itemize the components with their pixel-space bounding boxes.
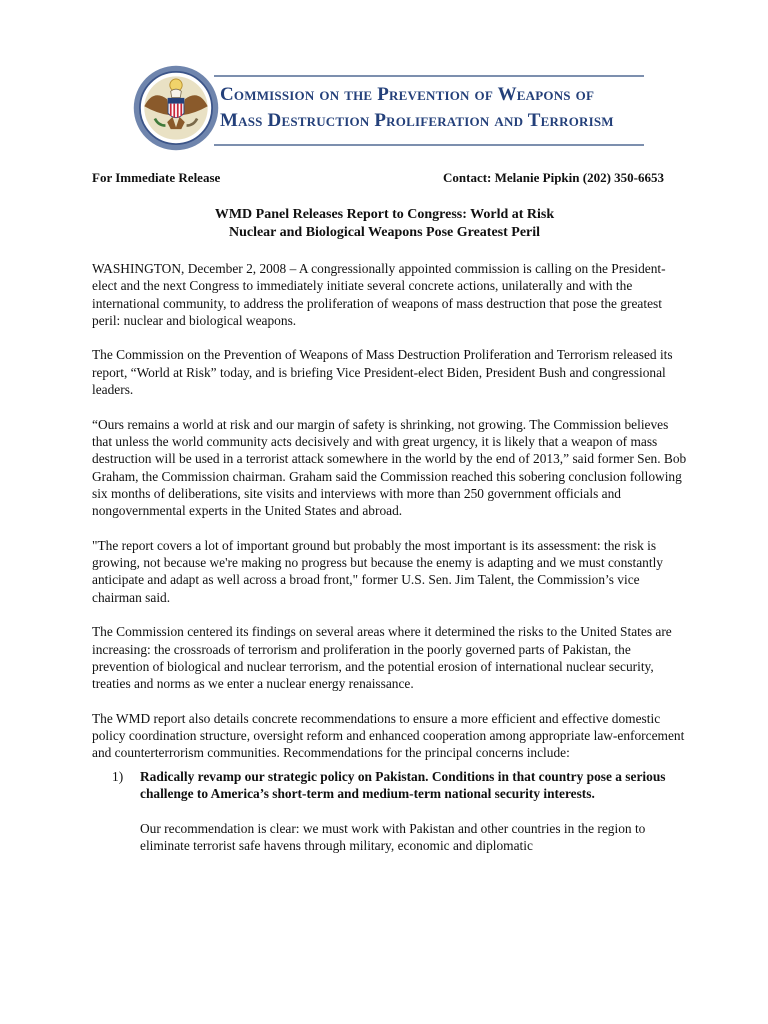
paragraph: The Commission centered its findings on several areas where it determined the risks to the United States are increasing: the crossroads of terrorism and proliferation in the poorly governed parts of Pakistan, the prevention of biological and nuclear terrorism, and the potential erosion of international nuclear security, treaties and norms as we enter a nuclear energy renaissance. xyxy=(92,624,672,692)
paragraph: The Commission on the Prevention of Weapons of Mass Destruction Proliferation and Terrorism released its report, “World at Risk” today, and is briefing Vice President-elect Biden, President Bush and congressional leaders. xyxy=(92,347,673,398)
commission-name-line-2: Mass Destruction Proliferation and Terrorism xyxy=(220,110,614,131)
recommendation-text: Our recommendation is clear: we must work with Pakistan and other countries in the region to eliminate terrorist safe havens through military, economic and diplomatic xyxy=(140,820,646,853)
release-body xyxy=(92,260,687,871)
recommendation-item xyxy=(92,768,687,872)
paragraph: "The report covers a lot of important ground but probably the most important is its assessment: the risk is growing, not because we're making no progress but because the enemy is adapting and we must constantly anticipate and adapt as well across a broad front," former U.S. Sen. Jim Talent, the Commission’s vice chairman said. xyxy=(92,537,663,605)
letterhead-rule-top xyxy=(214,75,644,77)
letterhead-rule-bottom xyxy=(214,144,644,146)
paragraph: “Ours remains a world at risk and our margin of safety is shrinking, not growing. The Commission believes that unless the world community acts decisively and with great urgency, it is likely that a weapon of mass destruction will be used in a terrorist attack somewhere in the world by the end of 2013,” said former Sen. Bob Graham, the Commission chairman. Graham said the Commission reached this sobering conclusion following six months of deliberations, site visits and interviews with more than 250 government officials and nongovernmental experts in the United States and abroad. xyxy=(92,416,687,519)
recommendation-title: Radically revamp our strategic policy on Pakistan. Conditions in that country pose a serious challenge to America’s short-term and medium-term national security interests. xyxy=(140,768,666,801)
paragraph: WASHINGTON, December 2, 2008 – A congressionally appointed commission is calling on the President-elect and the next Congress to immediately initiate several concrete actions, unilaterally and with the international community, to address the proliferation of weapons of mass destruction that pose the greatest peril: nuclear and biological weapons. xyxy=(92,261,666,328)
headline-line-1: WMD Panel Releases Report to Congress: World at Risk xyxy=(214,207,555,222)
press-contact: Contact: Melanie Pipkin (202) 350-6653 xyxy=(443,170,664,185)
headline xyxy=(92,206,677,242)
commission-name-line-1: Commission on the Prevention of Weapons of xyxy=(220,84,595,105)
recommendation-number: 1) xyxy=(112,768,124,784)
letterhead xyxy=(128,60,648,160)
headline-line-2: Nuclear and Biological Weapons Pose Greatest Peril xyxy=(228,225,541,240)
great-seal-eagle-icon xyxy=(132,64,220,152)
release-status: For Immediate Release xyxy=(92,170,221,185)
commission-name xyxy=(220,82,650,134)
recommendation-content xyxy=(140,768,687,872)
paragraph: The WMD report also details concrete recommendations to ensure a more efficient and effective domestic policy coordination structure, oversight reform and enhanced cooperation among appropriate law-enforcement and counterterrorism communities. Recommendations for the principal concerns include: xyxy=(92,710,685,761)
